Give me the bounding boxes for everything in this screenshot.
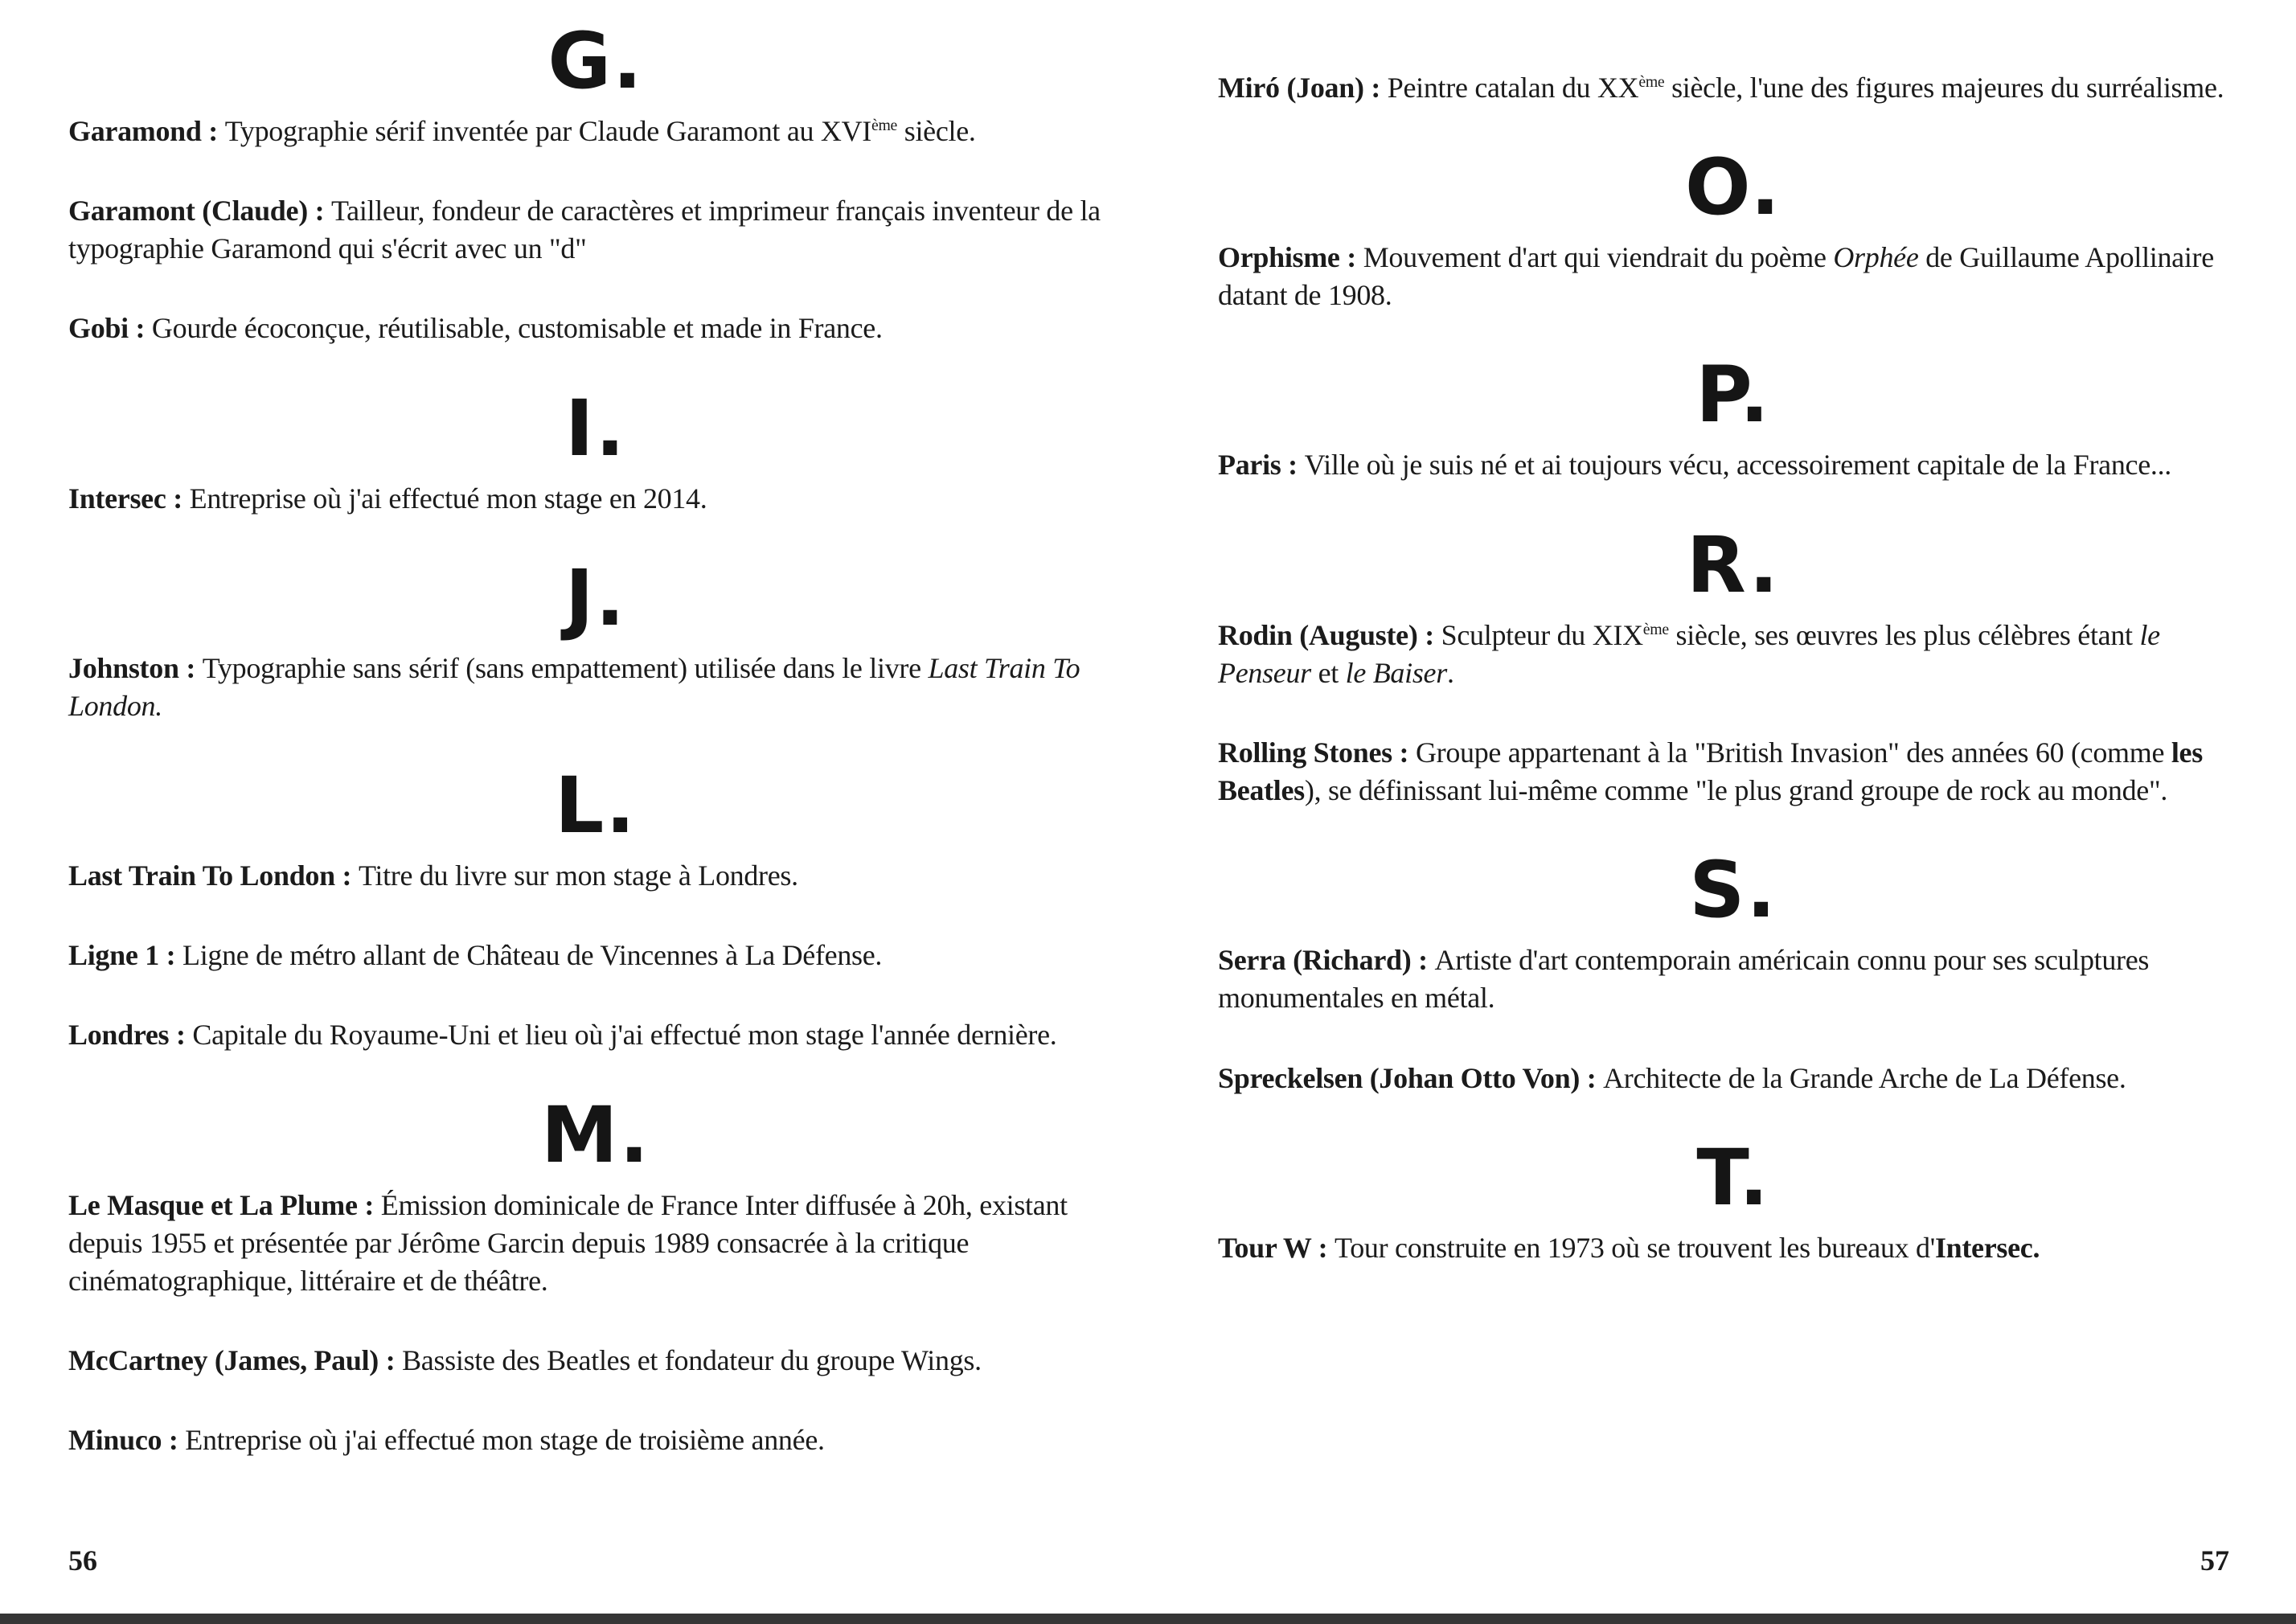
entry-definition: Titre du livre sur mon stage à Londres. <box>358 859 798 892</box>
entry-gobi <box>68 310 1123 347</box>
entry-johnston <box>68 650 1123 725</box>
entry-definition: Tour construite en 1973 où se trouvent les bureaux d'Intersec. <box>1335 1231 2040 1264</box>
entry-mir-joan <box>1218 69 2249 107</box>
entry-term: Garamond : <box>68 115 225 147</box>
entry-paris <box>1218 446 2249 484</box>
entry-term: Intersec : <box>68 482 190 515</box>
page-57 <box>1218 23 2249 1309</box>
entry-definition: Émission dominicale de France Inter diffusée à 20h, existant depuis 1955 et présentée par Jérôme Garcin depuis 1989 consacrée à la critique cinématographique, littéraire et de théâtre. <box>68 1188 1068 1297</box>
entry-term: Last Train To London : <box>68 859 359 892</box>
entry-definition: Capitale du Royaume-Uni et lieu où j'ai effectué mon stage l'année dernière. <box>192 1019 1057 1052</box>
section-heading-l: L. <box>555 761 637 851</box>
entry-definition: Peintre catalan du XXème siècle, l'une des figures majeures du surréalisme. <box>1387 72 2224 104</box>
entry-term: Miró (Joan) : <box>1218 72 1388 104</box>
entry-definition: Entreprise où j'ai effectué mon stage en 2014. <box>189 482 707 515</box>
entry-term: Londres : <box>68 1019 193 1052</box>
entry-term: Garamont (Claude) : <box>68 195 331 228</box>
section-heading-g: G. <box>547 16 644 106</box>
entry-term: Gobi : <box>68 312 152 345</box>
entry-term: Serra (Richard) : <box>1218 944 1435 977</box>
entry-mccartney-james-paul <box>68 1342 1123 1380</box>
section-heading-t: T. <box>1696 1132 1770 1223</box>
page-number-left: 56 <box>68 1544 97 1577</box>
entry-definition: Artiste d'art contemporain américain connu pour ses sculptures monumentales en métal. <box>1218 944 2150 1015</box>
entry-serra-richard <box>1218 941 2249 1017</box>
entry-spreckelsen-johan-otto-von <box>1218 1060 2249 1097</box>
page-56 <box>68 16 1123 1501</box>
entry-intersec <box>68 480 1123 518</box>
section-heading-m: M. <box>541 1089 650 1180</box>
entry-last-train-to-london <box>68 857 1123 895</box>
section-heading-s: S. <box>1689 845 1777 936</box>
entry-definition: Typographie sérif inventée par Claude Garamont au XVIème siècle. <box>224 115 976 147</box>
entry-definition: Ville où je suis né et ai toujours vécu, accessoirement capitale de la France... <box>1304 449 2172 482</box>
entry-minuco <box>68 1421 1123 1459</box>
entry-term: Minuco : <box>68 1424 186 1457</box>
entry-orphisme <box>1218 239 2249 314</box>
entry-garamond <box>68 113 1123 150</box>
entry-le-masque-et-la-plume <box>68 1187 1123 1300</box>
page-number-right: 57 <box>2200 1544 2229 1577</box>
section-heading-o: O. <box>1685 142 1781 233</box>
entry-londres <box>68 1016 1123 1054</box>
entry-tour-w <box>1218 1229 2249 1267</box>
entry-definition: Groupe appartenant à la "British Invasion" des années 60 (comme les Beatles), se définissant lui-même comme "le plus grand groupe de rock au monde". <box>1218 736 2203 807</box>
entry-term: Rolling Stones : <box>1218 736 1416 769</box>
entry-term: Rodin (Auguste) : <box>1218 618 1441 651</box>
entry-garamont-claude <box>68 192 1123 268</box>
entry-term: Spreckelsen (Johan Otto Von) : <box>1218 1061 1604 1094</box>
entry-rolling-stones <box>1218 734 2249 810</box>
entry-definition: Sculpteur du XIXème siècle, ses œuvres les plus célèbres étant le Penseur et le Baiser. <box>1218 618 2160 689</box>
entry-term: Orphisme : <box>1218 241 1363 274</box>
entry-definition: Bassiste des Beatles et fondateur du groupe Wings. <box>402 1344 982 1377</box>
entry-term: Le Masque et La Plume : <box>68 1188 381 1221</box>
entry-term: Johnston : <box>68 651 203 684</box>
section-heading-i: I. <box>564 383 627 474</box>
section-heading-j: J. <box>564 552 627 643</box>
entry-term: Tour W : <box>1218 1231 1335 1264</box>
entry-rodin-auguste <box>1218 617 2249 692</box>
section-heading-p: P. <box>1695 350 1771 441</box>
entry-definition: Mouvement d'art qui viendrait du poème Orphée de Guillaume Apollinaire datant de 1908. <box>1218 241 2214 312</box>
entry-ligne-1 <box>68 937 1123 974</box>
entry-definition: Ligne de métro allant de Château de Vincennes à La Défense. <box>182 939 883 972</box>
entry-definition: Typographie sans sérif (sans empattement) utilisée dans le livre Last Train To London. <box>68 651 1080 722</box>
entry-term: Paris : <box>1218 449 1305 482</box>
entry-definition: Entreprise où j'ai effectué mon stage de troisième année. <box>185 1424 825 1457</box>
entry-definition: Tailleur, fondeur de caractères et imprimeur français inventeur de la typographie Garamond qui s'écrit avec un "d" <box>68 195 1101 265</box>
entry-definition: Gourde écoconçue, réutilisable, customisable et made in France. <box>151 312 883 345</box>
section-heading-r: R. <box>1686 519 1781 610</box>
entry-definition: Architecte de la Grande Arche de La Défense. <box>1603 1061 2126 1094</box>
entry-term: Ligne 1 : <box>68 939 183 972</box>
bottom-bar <box>0 1614 2296 1624</box>
entry-term: McCartney (James, Paul) : <box>68 1344 403 1377</box>
